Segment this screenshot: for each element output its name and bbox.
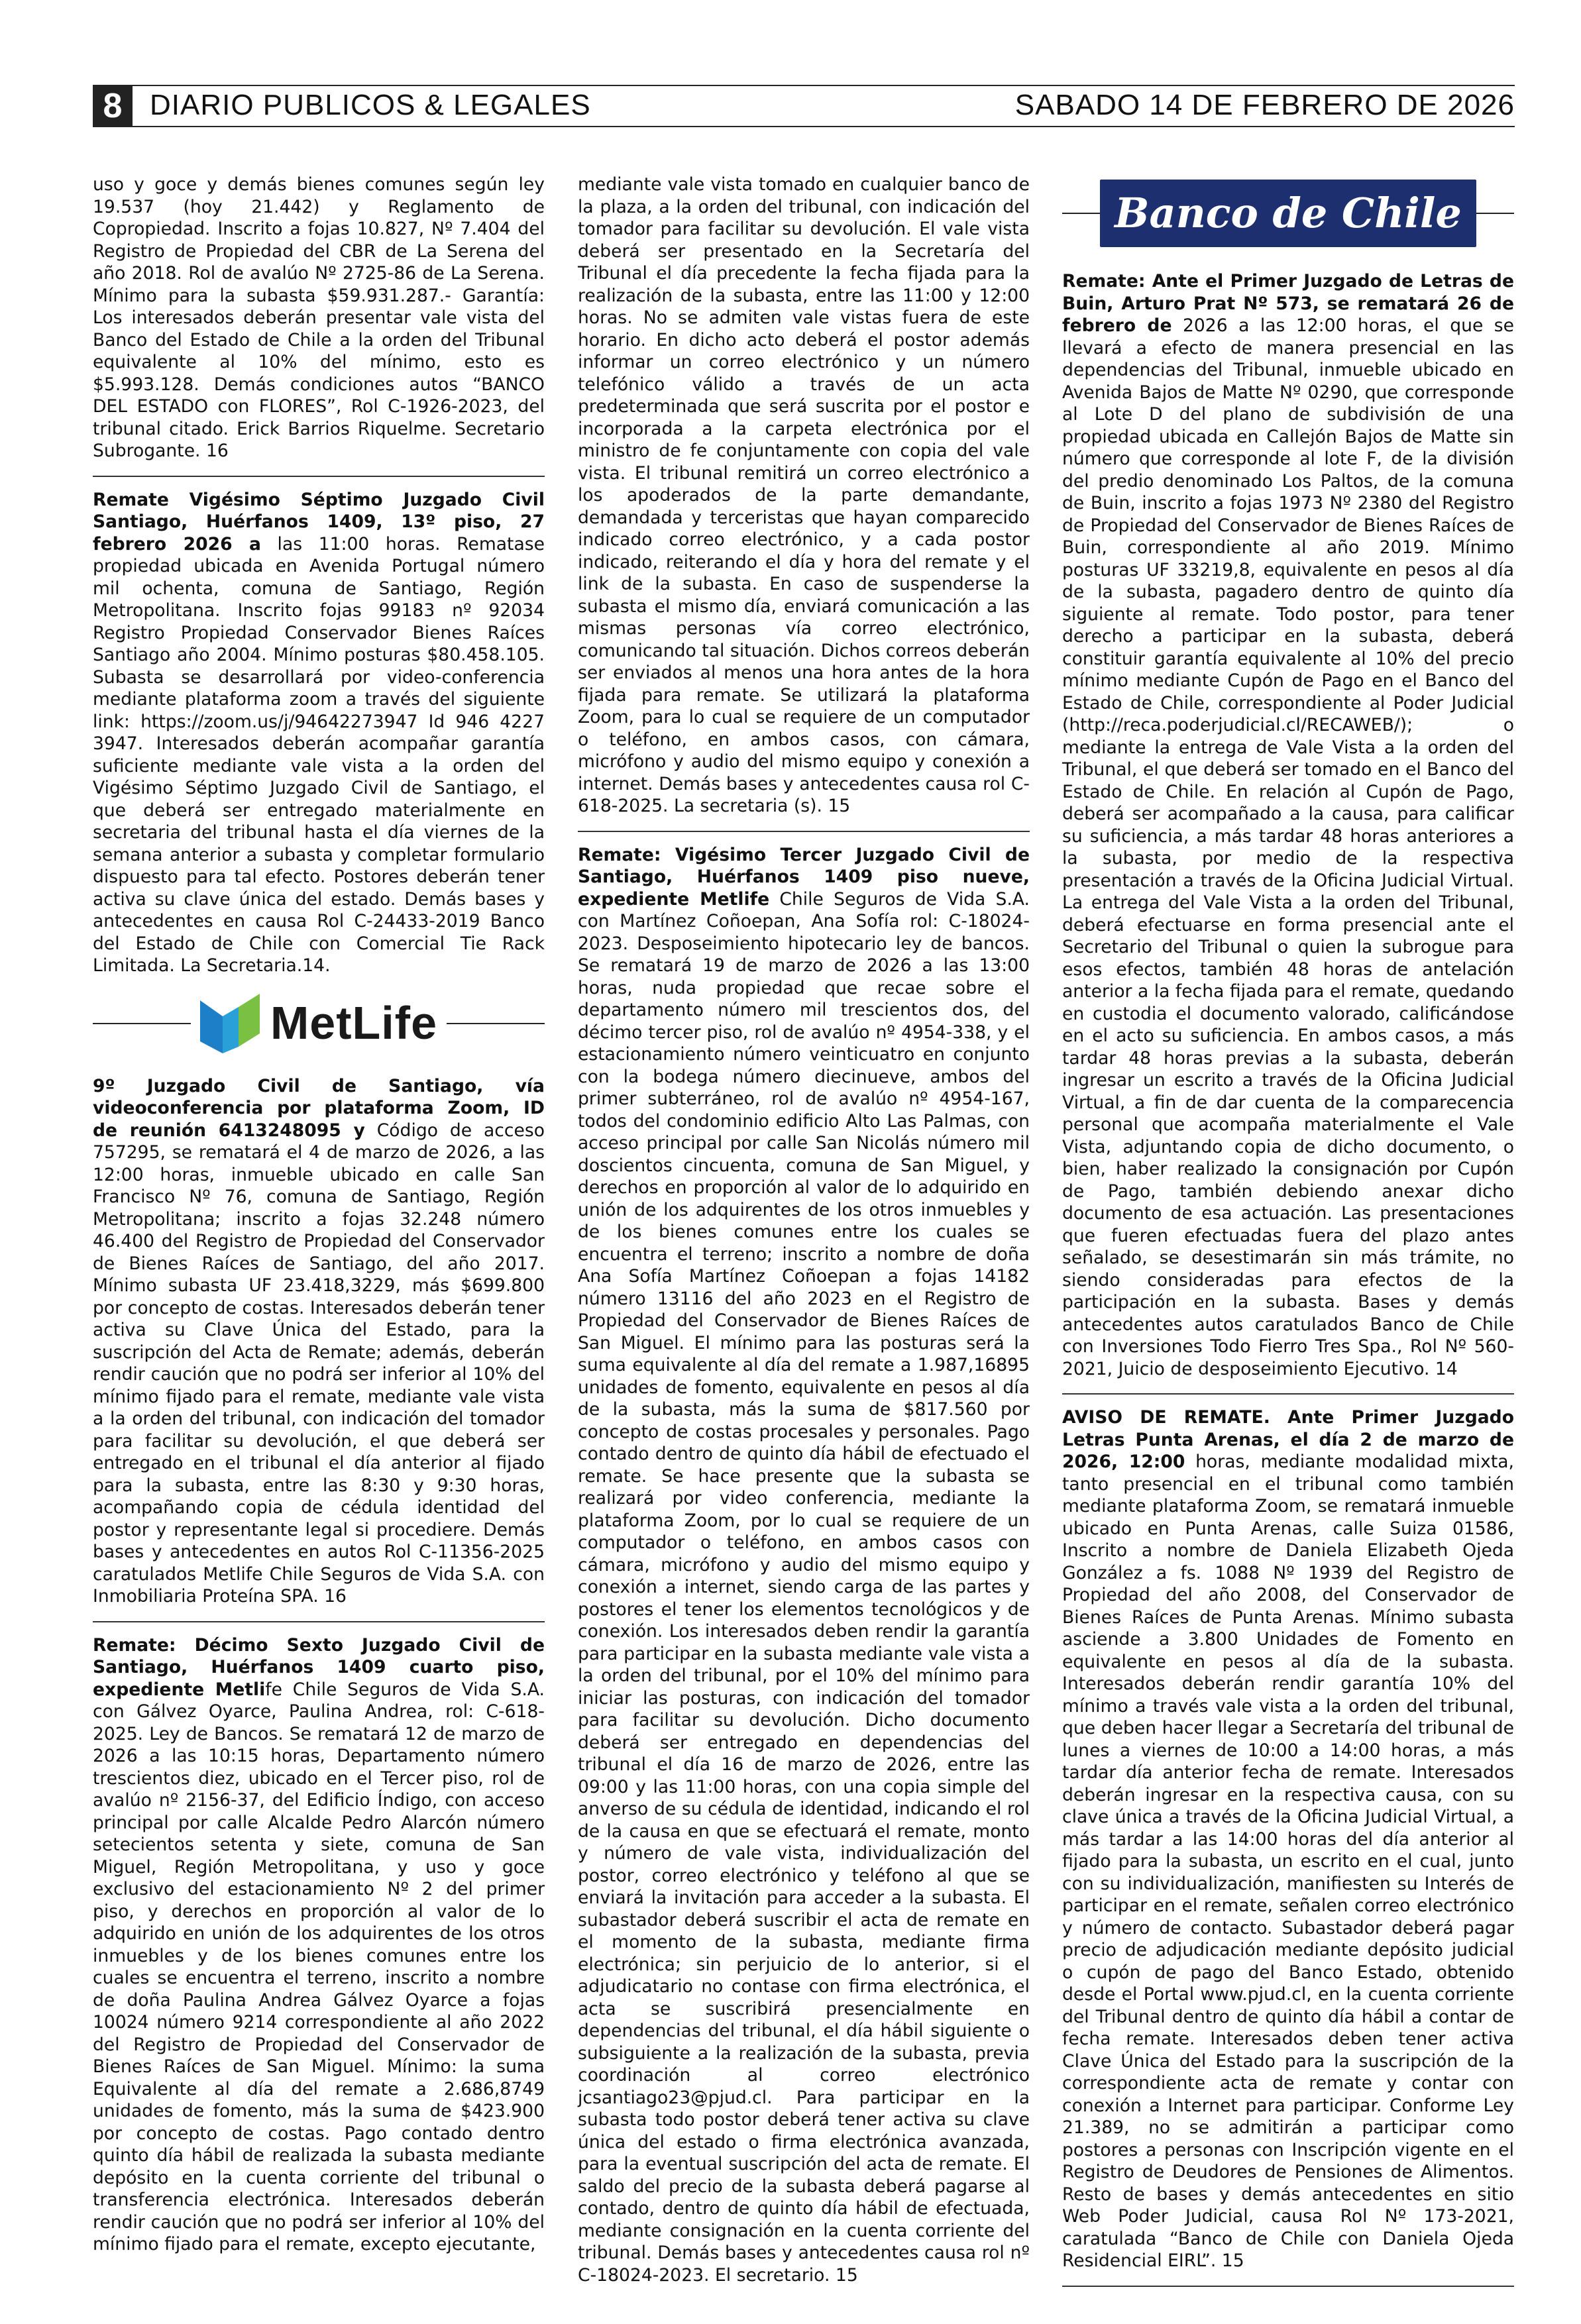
notice-heading: 9º Juzgado Civil de Santiago, vía videoconferencia por plataforma Zoom, ID de reunión 6413248095 y xyxy=(93,1075,545,1141)
divider xyxy=(447,1023,545,1024)
divider xyxy=(1062,213,1100,214)
notice-body: horas, mediante modalidad mixta, tanto presencial en el tribunal como también mediante plataforma Zoom, se rematará inmueble ubicado en Punta Arenas, calle Suiza 01586, Inscrito a nombre de Daniela Elizabeth Ojeda González a fs. 1088 Nº 1939 del Registro de Propiedad del año 2008, del Conservador de Bienes Raíces de Punta Arenas. Mínimo subasta asciende a 3.800 Unidades de Fomento en equivalente en pesos al día de la subasta. Interesados deberán rendir garantía 10% del mínimo a través vale vista a la orden del tribunal, que deben hacer llegar a Secretaría del tribunal de lunes a viernes de 10:00 a 14:00 horas, a más tardar día anterior fecha de remate. Interesados deberán ingresar en la respectiva causa, con su clave única a través de la Oficina Judicial Virtual, a más tardar a las 14:00 horas del día anterior al fijado para la subasta, un escrito en el cual, junto con su individualización, manifiesten su Interés de participar en el remate, señalen correo electrónico y número de contacto. Subastador deberá pagar precio de adjudicación mediante depósito judicial o cupón de pago del Banco Estado, obtenido desde el Portal www.pjud.cl, en la cuenta corriente del Tribunal dentro de quinto día hábil a contar de fecha remate. Interesados deben tener activa Clave Única del Estado para la suscripción de la correspondiente acta de remate y contar con conexión a Internet para participar. Conforme Ley 21.389, no se admitirán a participar como postores a personas con Inscripción vigente en el Registro de Deudores de Pensiones de Alimentos. Resto de bases y demás antecedentes en sitio Web Poder Judicial, causa Rol Nº 173-2021, caratulada “Banco de Chile con Daniela Ojeda Residencial EIRL”. 15 xyxy=(1062,1452,1514,2271)
metlife-logo-row xyxy=(93,989,545,1058)
banco-logo-row xyxy=(1062,174,1514,253)
notice-body: uso y goce y demás bienes comunes según ley 19.537 (hoy 21.442) y Reglamento de Copropiedad. Inscrito a fojas 10.827, Nº 7.404 del Registro de Propiedad del CBR de La Serena del año 2018. Rol de avalúo Nº 2725-86 de La Serena. Mínimo para la subasta $59.931.287.- Garantía: Los interesados deberán presentar vale vista del Banco del Estado de Chile a la orden del Tribunal equivalente al 10% del mínimo, esto es $5.993.128. Demás condiciones autos “BANCO DEL ESTADO con FLORES”, Rol C-1926-2023, del tribunal citado. Erick Barrios Riquelme. Secretario Subrogante. 16 xyxy=(93,174,545,461)
notice-body: fe Chile Seguros de Vida S.A. con Gálvez Oyarce, Paulina Andrea, rol: C-618-2025. Ley de Bancos. Se rematará 12 de marzo de 2026 a las 10:15 horas, Departamento número trescientos diez, ubicado en el Tercer piso, rol de avalúo nº 2156-37, del Edificio Índigo, con acceso principal por calle Alcalde Pedro Alarcón número setecientos setenta y siete, comuna de San Miguel, Región Metropolitana, y uso y goce exclusivo del estacionamiento Nº 2 del primer piso, y derechos en proporción al valor de lo adquirido en unión de los adquirentes de los otros inmuebles y de los bienes comunes entre los cuales se encuentra el terreno, inscrito a nombre de doña Paulina Andrea Gálvez Oyarce a fojas 10024 número 9214 correspondiente al año 2022 del Registro de Propiedad del Conservador de Bienes Raíces de San Miguel. Mínimo: la suma Equivalente al día del remate a 2.686,8749 unidades de fomento, más la suma de $423.900 por concepto de costas. Pago contado dentro quinto día hábil de realizada la subasta mediante depósito en la cuenta corriente del tribunal o transferencia electrónica. Interesados deberán rendir caución que no podrá ser inferior al 10% del mínimo fijado para el remate, excepto ejecutante, xyxy=(93,1679,545,2254)
notice-heading: Remate: Vigésimo Tercer Juzgado Civil de Santiago, Huérfanos 1409 piso nueve, expediente Metlife xyxy=(578,844,1030,910)
notice-punta-arenas xyxy=(1062,1406,1514,2272)
divider xyxy=(93,476,545,477)
header-top-rule xyxy=(133,85,1515,86)
notice-heading: Remate: Décimo Sexto Juzgado Civil de Santiago, Huérfanos 1409 cuarto piso, expediente Metli xyxy=(93,1634,545,1700)
notice-heading: Remate: Ante el Primer Juzgado de Letras de Buin, Arturo Prat Nº 573, se rematará 26 de febrero de xyxy=(1062,271,1514,336)
notice-27-juzgado xyxy=(93,489,545,977)
notice-buin xyxy=(1062,270,1514,1380)
divider xyxy=(1062,1393,1514,1395)
publication-date: SABADO 14 DE FEBRERO DE 2026 xyxy=(1014,89,1515,121)
notice-body: Chile Seguros de Vida S.A. con Martínez Coñoepan, Ana Sofía rol: C-18024-2023. Desposeimiento hipotecario ley de bancos. Se rematará 19 de marzo de 2026 a las 13:00 horas, nuda propiedad que recae sobre el departamento número mil trescientos dos, del décimo tercer piso, rol de avalúo nº 4954-338, y el estacionamiento número veinticuatro en conjunto con la bodega número diecinueve, ambos del primer subterráneo, rol de avalúo nº 4954-167, todos del condominio edificio Alto Las Palmas, con acceso principal por calle San Nicolás número mil doscientos cincuenta, comuna de San Miguel, y derechos en proporción al valor de lo adquirido en unión de los adquirentes de los otros inmuebles y de los bienes comunes entre los cuales se encuentra el terreno; inscrito a nombre de doña Ana Sofía Martínez Coñoepan a fojas 14182 número 13116 del año 2023 en el Registro de Propiedad del Conservador de Bienes Raíces de San Miguel. El mínimo para las posturas será la suma equivalente al día del remate a 1.987,16895 unidades de fomento, equivalente en pesos al día de la subasta, más la suma de $817.560 por concepto de costas procesales y personales. Pago contado dentro de quinto día hábil de efectuado el remate. Se hace presente que la subasta se realizará por video conferencia, mediante la plataforma Zoom, por lo cual se requiere de un computador o teléfono, en ambos casos con cámara, micrófono y audio del mismo equipo y conexión a internet, siendo carga de las partes y postores el tener los elementos tecnológicos y de conexión. Los interesados deben rendir la garantía para participar en la subasta mediante vale vista a la orden del tribunal, por el 10% del mínimo para iniciar las posturas, con indicación del tomador para facilitar su devolución. Dicho documento deberá ser entregado en dependencias del tribunal el día 16 de marzo de 2026, entre las 09:00 y las 11:00 horas, con una copia simple del anverso de su cédula de identidad, indicando el rol de la causa en que se efectuará el remate, monto y número de vale vista, individualización del postor, correo electrónico y teléfono al que se enviará la invitación para acceder a la subasta. El subastador deberá suscribir el acta de remate en el momento de la subasta, mediante firma electrónica; sin perjuicio de lo anterior, si el adjudicatario no contase con firma electrónica, el acta se suscribirá presencialmente en dependencias del tribunal, el día hábil siguiente o subsiguiente a la realización de la subasta, previa coordinación al correo electrónico jcsantiago23@pjud.cl. Para participar en la subasta todo postor deberá tener activa su clave única del estado o firma electrónica avanzada, para la eventual suscripción del acta de remate. El saldo del precio de la subasta deberá pagarse al contado, dentro de quinto día hábil de efectuada, mediante consignación en la cuenta corriente del tribunal. Demás bases y antecedentes causa rol nº C-18024-2023. El secretario. 15 xyxy=(578,888,1030,2286)
divider xyxy=(93,1023,191,1024)
notice-body: mediante vale vista tomado en cualquier banco de la plaza, a la orden del tribunal, con indicación del tomador para facilitar su devolución. El vale vista deberá ser presentado en la Secretaría del Tribunal el día precedente la fecha fijada para la realización de la subasta, entre las 11:00 y 12:00 horas. No se admiten vale vistas fuera de este horario. En dicho acto deberá el postor además informar un correo electrónico y un número telefónico válido a través de un acta predeterminada que será suscrita por el postor e incorporada a la carpeta electrónica por el ministro de fe conjuntamente con copia del vale vista. El tribunal remitirá un correo electrónico a los apoderados de la parte demandante, demandada y terceristas que hayan comparecido indicado correo electrónico, y a cada postor indicado, reiterando el día y hora del remate y el link de la subasta. En caso de suspenderse la subasta el mismo día, enviará comunicación a las mismas personas vía correo electrónico, comunicando tal situación. Dichos correos deberán ser enviados al menos una hora antes de la hora fijada para remate. Se utilizará la plataforma Zoom, para lo cual se requiere de un computador o teléfono, en ambos casos, con cámara, micrófono y audio del mismo equipo y conexión a internet. Demás bases y antecedentes causa rol C-618-2025. La secretaria (s). 15 xyxy=(578,174,1030,816)
column-2 xyxy=(578,174,1030,2286)
divider xyxy=(1062,2286,1514,2287)
divider xyxy=(578,831,1030,832)
page-header xyxy=(93,85,1515,127)
notice-heading: AVISO DE REMATE. Ante Primer Juzgado Letras Punta Arenas, el día 2 de marzo de 2026, 12:00 xyxy=(1062,1407,1514,1472)
notice-la-serena xyxy=(93,174,545,462)
column-3 xyxy=(1062,174,1514,2299)
metlife-wordmark: MetLife xyxy=(270,996,437,1049)
notice-body: Código de acceso 757295, se rematará el 4 de marzo de 2026, a las 12:00 horas, inmueble ubicado en calle San Francisco Nº 76, comuna de Santiago, Región Metropolitana; inscrito a fojas 32.248 número 46.400 del Registro de Propiedad del Conservador de Bienes Raíces de Santiago, del año 2017. Mínimo subasta UF 23.418,3229, más $699.800 por concepto de costas. Interesados deberán tener activa su Clave Única del Estado, para la suscripción del Acta de Remate; además, deberán rendir caución que no podrá ser inferior al 10% del mínimo fijado para el remate, mediante vale vista a la orden del tribunal, con indicación del tomador para facilitar su devolución, el que deberá ser entregado en el tribunal el día anterior al fijado para la subasta, entre las 8:30 y 9:30 horas, acompañando copia de cédula identidad del postor y representante legal si procediere. Demás bases y antecedentes en autos Rol C-11356-2025 caratulados Metlife Chile Seguros de Vida S.A. con Inmobiliaria Proteína SPA. 16 xyxy=(93,1120,545,1607)
banco-de-chile-logo: Banco de Chile xyxy=(1100,180,1476,247)
column-1 xyxy=(93,174,545,2256)
publication-name: DIARIO PUBLICOS & LEGALES xyxy=(150,89,591,121)
notice-16-juzgado xyxy=(93,1634,545,2256)
header-bottom-rule xyxy=(133,126,1515,127)
notice-body: las 11:00 horas. Rematase propiedad ubicada en Avenida Portugal número mil ochenta, comuna de Santiago, Región Metropolitana. Inscrito fojas 99183 nº 92034 Registro Propiedad Conservador Bienes Raíces Santiago año 2004. Mínimo posturas $80.458.105. Subasta se desarrollará por video-conferencia mediante plataforma zoom a través del siguiente link: https://zoom.us/j/94642273947 Id 946 4227 3947. Interesados deberán acompañar garantía suficiente mediante vale vista a la orden del Vigésimo Séptimo Juzgado Civil de Santiago, el que deberá ser entregado materialmente en secretaria del tribunal hasta el día viernes de la semana anterior a subasta y completar formulario dispuesto para tal efecto. Postores deberán tener activa su clave única del estado. Demás bases y antecedentes en causa Rol C-24433-2019 Banco del Estado de Chile con Comercial Tie Rack Limitada. La Secretaria.14. xyxy=(93,533,545,976)
metlife-logo xyxy=(191,994,447,1053)
divider xyxy=(1476,213,1514,214)
notice-9-juzgado xyxy=(93,1075,545,1608)
notice-23-juzgado xyxy=(578,844,1030,2287)
divider xyxy=(93,1621,545,1622)
page-number: 8 xyxy=(93,85,133,127)
notice-heading: Remate Vigésimo Séptimo Juzgado Civil Santiago, Huérfanos 1409, 13º piso, 27 febrero 2026 a xyxy=(93,489,545,555)
metlife-mark-icon xyxy=(200,994,260,1053)
notice-16-juzgado-continued xyxy=(578,174,1030,818)
notice-body: 2026 a las 12:00 horas, el que se llevará a efecto de manera presencial en las dependencias del Tribunal, inmueble ubicado en Avenida Bajos de Matte Nº 0290, que corresponde al Lote D del plano de subdivisión de una propiedad ubicada en Callejón Bajos de Matte sin número que corresponde al lote F, de la división del predio denominado Los Paltos, de la comuna de Buin, inscrito a fojas 1973 Nº 2380 del Registro de Propiedad del Conservador de Bienes Raíces de Buin, correspondiente al año 2019. Mínimo posturas UF 33219,8, equivalente en pesos al día de la subasta, pagadero dentro de quinto día siguiente al remate. Todo postor, para tener derecho a participar en la subasta, deberá constituir garantía equivalente al 10% del precio mínimo mediante Cupón de Pago en el Banco del Estado de Chile, correspondiente al Poder Judicial (http://reca.poderjudicial.cl/RECAWEB/); o mediante la entrega de Vale Vista a la orden del Tribunal, el que deberá ser tomado en el Banco del Estado de Chile. En relación al Cupón de Pago, deberá ser acompañado a la causa, para calificar su suficiencia, a más tardar 48 horas anteriores a la subasta, por medio de la respectiva presentación a través de la Oficina Judicial Virtual. La entrega del Vale Vista a la orden del Tribunal, deberá efectuarse en forma presencial ante el Secretario del Tribunal o quien la subrogue para esos efectos, también 48 horas de antelación anterior a la fecha fijada para el remate, quedando en custodia el documento valorado, calificándose en el acto su suficiencia. En ambos casos, a más tardar 48 horas previas a la subasta, deberán ingresar un escrito a través de la Oficina Judicial Virtual, a fin de dar cuenta de la comparecencia personal que acompaña materialmente el Vale Vista, adjuntando copia de dicho documento, o bien, haber realizado la consignación por Cupón de Pago, también debiendo anexar dicho documento de esa actuación. Las presentaciones que fueren efectuadas fuera del plazo antes señalado, se desestimarán sin más trámite, no siendo consideradas para efectos de la participación en la subasta. Bases y demás antecedentes autos caratulados Banco de Chile con Inversiones Todo Fierro Tres Spa., Rol Nº 560-2021, Juicio de desposeimiento Ejecutivo. 14 xyxy=(1062,315,1514,1379)
